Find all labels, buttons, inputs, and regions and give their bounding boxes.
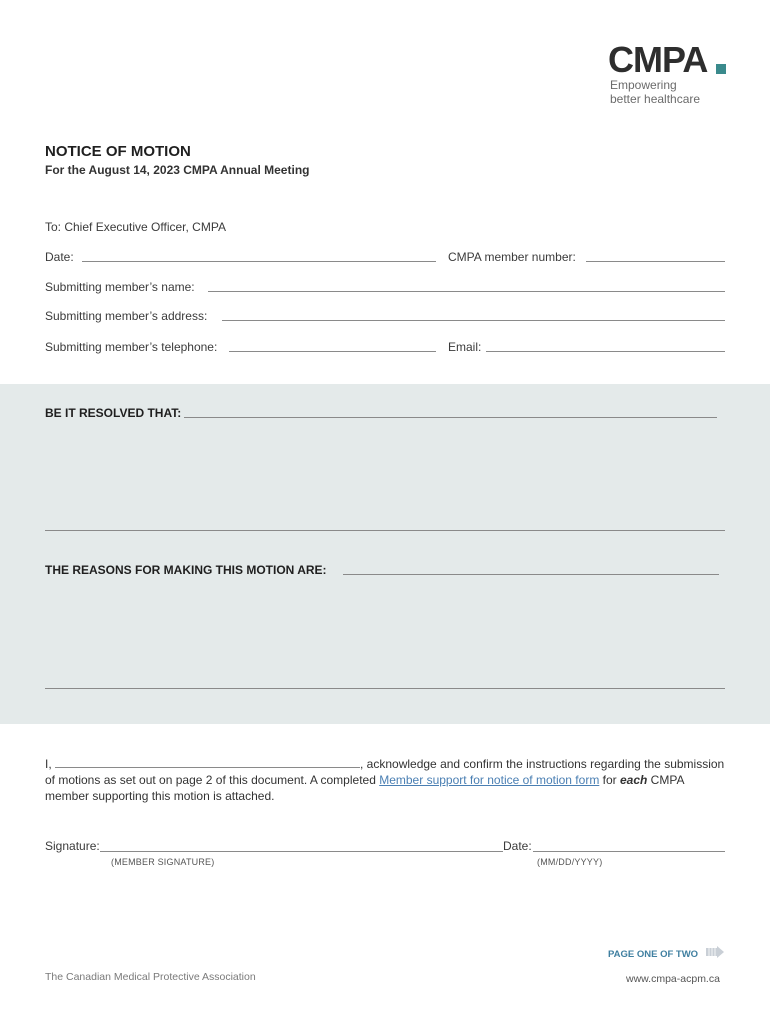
acknowledgement-prefix: I, bbox=[45, 757, 52, 771]
signature-caption: (MEMBER SIGNATURE) bbox=[111, 857, 215, 867]
resolved-field[interactable] bbox=[184, 417, 717, 418]
acknowledgement-paragraph bbox=[45, 756, 725, 804]
reasons-field[interactable] bbox=[343, 574, 719, 575]
email-field[interactable] bbox=[486, 351, 725, 352]
member-number-field[interactable] bbox=[586, 261, 725, 262]
cmpa-logo-wordmark: CMPA bbox=[608, 39, 708, 80]
member-support-form-link[interactable]: Member support for notice of motion form bbox=[379, 773, 600, 787]
page-title: NOTICE OF MOTION bbox=[45, 143, 191, 160]
member-number-label: CMPA member number: bbox=[448, 250, 576, 264]
tagline-line-2: better healthcare bbox=[610, 92, 701, 106]
signature-date-caption: (MM/DD/YYYY) bbox=[537, 857, 603, 867]
member-name-field[interactable] bbox=[208, 291, 725, 292]
email-label: Email: bbox=[448, 340, 482, 354]
resolved-field-continuation[interactable] bbox=[45, 530, 725, 531]
next-page-arrow-icon bbox=[706, 946, 724, 958]
signature-field[interactable] bbox=[100, 851, 503, 852]
reasons-field-continuation[interactable] bbox=[45, 688, 725, 689]
logo-tagline bbox=[610, 78, 700, 106]
member-address-field[interactable] bbox=[222, 320, 725, 321]
footer-website[interactable]: www.cmpa-acpm.ca bbox=[626, 973, 720, 985]
acknowledgement-text-1: , acknowledge and confirm the instructions regarding the submission of motions as set out on page 2 of this document. A completed bbox=[45, 757, 725, 787]
resolved-label: BE IT RESOLVED THAT: bbox=[45, 406, 182, 420]
acknowledgement-text-2: for bbox=[599, 773, 620, 787]
acknowledgement-text-3: CMPA member supporting this motion is attached. bbox=[45, 773, 684, 803]
member-telephone-label: Submitting member’s telephone: bbox=[45, 340, 218, 354]
reasons-label: THE REASONS FOR MAKING THIS MOTION ARE: bbox=[45, 563, 327, 577]
recipient-line: To: Chief Executive Officer, CMPA bbox=[45, 220, 226, 234]
tagline-line-1: Empowering bbox=[610, 78, 677, 92]
acknowledgement-name-field[interactable] bbox=[55, 756, 360, 768]
member-telephone-field[interactable] bbox=[229, 351, 436, 352]
date-label: Date: bbox=[45, 250, 74, 264]
member-address-label: Submitting member’s address: bbox=[45, 309, 208, 323]
signature-date-field[interactable] bbox=[533, 851, 725, 852]
page-subtitle: For the August 14, 2023 CMPA Annual Meeting bbox=[45, 163, 310, 177]
signature-label: Signature: bbox=[45, 839, 100, 853]
page-indicator: PAGE ONE OF TWO bbox=[608, 949, 699, 960]
logo-accent-square bbox=[716, 64, 726, 74]
signature-date-label: Date: bbox=[503, 839, 532, 853]
acknowledgement-emphasis: each bbox=[619, 773, 648, 787]
footer-organization: The Canadian Medical Protective Association bbox=[45, 971, 256, 983]
date-field[interactable] bbox=[82, 261, 436, 262]
member-name-label: Submitting member’s name: bbox=[45, 280, 195, 294]
motion-panel bbox=[0, 384, 770, 724]
